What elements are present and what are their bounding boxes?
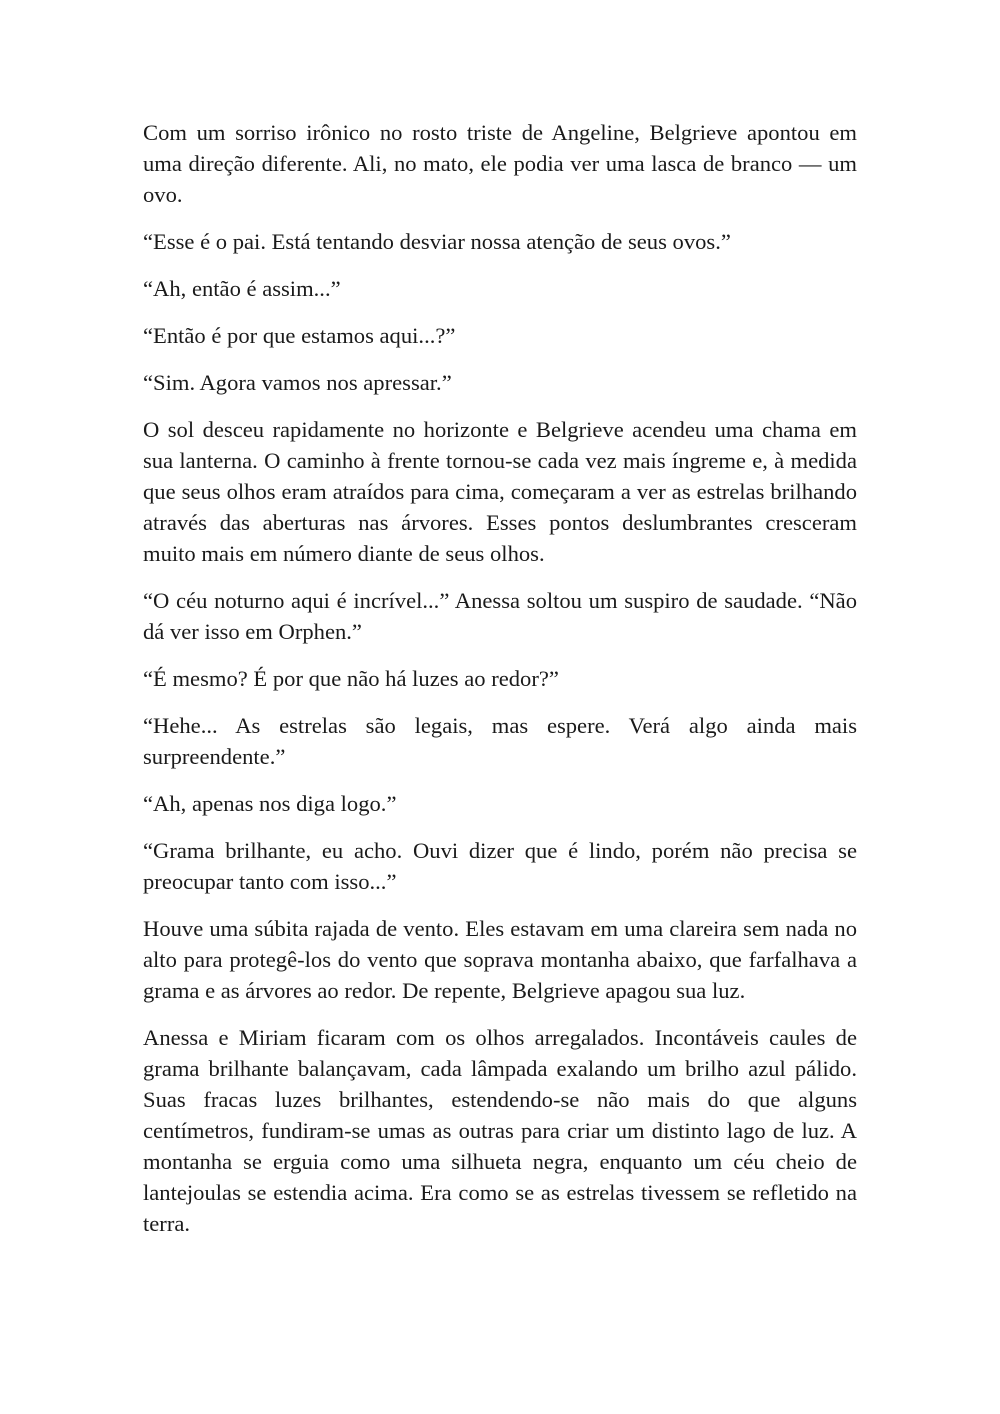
paragraph-8: “É mesmo? É por que não há luzes ao redor?” [143, 666, 559, 691]
paragraph-1: Com um sorriso irônico no rosto triste de Angeline, Belgrieve apontou em uma direção diferente. Ali, no mato, ele podia ver uma lasca de branco — um ovo. [143, 120, 857, 207]
paragraph-9: “Hehe... As estrelas são legais, mas espere. Verá algo ainda mais surpreendente.” [143, 713, 857, 769]
paragraph-3: “Ah, então é assim...” [143, 276, 341, 301]
paragraph-2: “Esse é o pai. Está tentando desviar nossa atenção de seus ovos.” [143, 229, 731, 254]
paragraph-7: “O céu noturno aqui é incrível...” Anessa soltou um suspiro de saudade. “Não dá ver isso em Orphen.” [143, 588, 857, 644]
paragraph-13: Anessa e Miriam ficaram com os olhos arregalados. Incontáveis caules de grama brilhante balançavam, cada lâmpada exalando um brilho azul pálido. Suas fracas luzes brilhantes, estendendo-se não mais do que alguns centímetros, fundiram-se umas as outras para criar um distinto lago de luz. A montanha se erguia como uma silhueta negra, enquanto um céu cheio de lantejoulas se estendia acima. Era como se as estrelas tivessem se refletido na terra. [143, 1025, 857, 1236]
paragraph-4: “Então é por que estamos aqui...?” [143, 323, 456, 348]
paragraph-11: “Grama brilhante, eu acho. Ouvi dizer que é lindo, porém não precisa se preocupar tanto com isso...” [143, 838, 857, 894]
paragraph-12: Houve uma súbita rajada de vento. Eles estavam em uma clareira sem nada no alto para protegê-los do vento que soprava montanha abaixo, que farfalhava a grama e as árvores ao redor. De repente, Belgrieve apagou sua luz. [143, 916, 857, 1003]
paragraph-5: “Sim. Agora vamos nos apressar.” [143, 370, 452, 395]
paragraph-10: “Ah, apenas nos diga logo.” [143, 791, 397, 816]
document-page [143, 117, 857, 1255]
paragraph-6: O sol desceu rapidamente no horizonte e Belgrieve acendeu uma chama em sua lanterna. O caminho à frente tornou-se cada vez mais íngreme e, à medida que seus olhos eram atraídos para cima, começaram a ver as estrelas brilhando através das aberturas nas árvores. Esses pontos deslumbrantes cresceram muito mais em número diante de seus olhos. [143, 417, 857, 566]
